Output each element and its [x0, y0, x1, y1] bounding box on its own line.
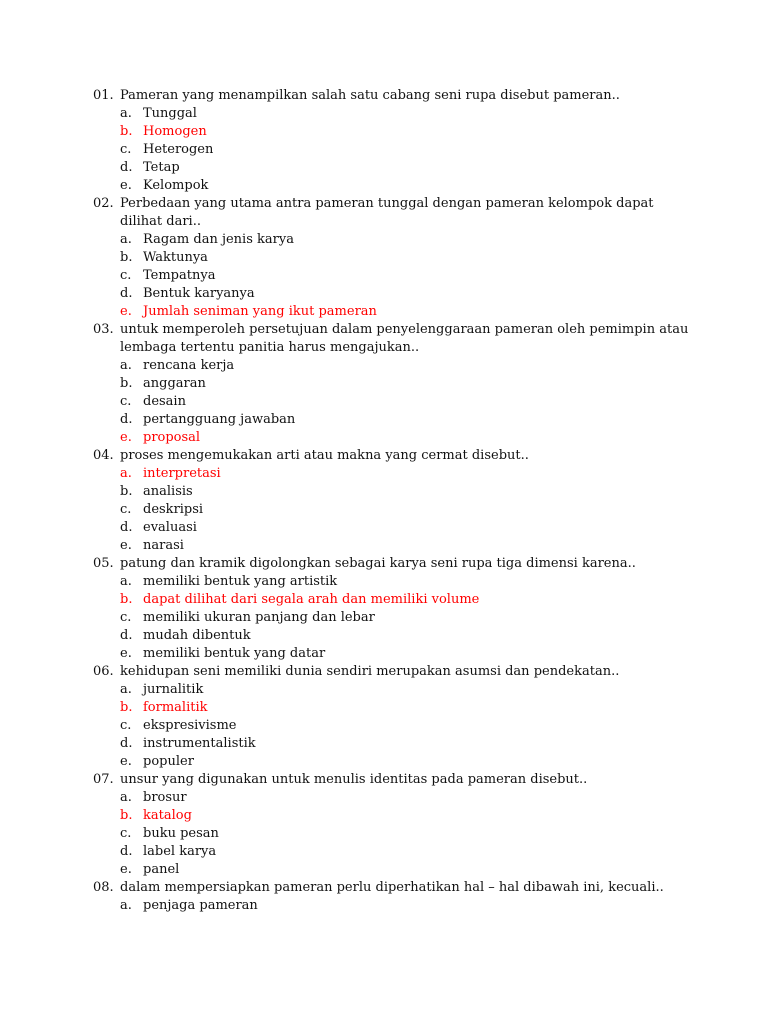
question-5: [93, 555, 693, 663]
question-3-option-1: [93, 357, 693, 375]
option-list: [120, 105, 693, 195]
question-6-option-4: [93, 735, 693, 753]
question-2-option-2: [93, 249, 693, 267]
question-4-option-3: [93, 501, 693, 519]
option-text: proposal: [143, 430, 201, 445]
question-text: patung dan kramik digolongkan sebagai karya seni rupa tiga dimensi karena..: [120, 556, 636, 571]
question-6: [93, 663, 693, 771]
question-2-option-3: [93, 267, 693, 285]
question-5-option-4: [93, 627, 693, 645]
question-1-option-4: [93, 159, 693, 177]
option-letter: b.: [120, 592, 133, 607]
option-letter: b.: [120, 484, 133, 499]
option-text: narasi: [143, 538, 184, 553]
question-7-option-2: [93, 807, 693, 825]
option-letter: a.: [120, 358, 132, 373]
option-text: Waktunya: [143, 250, 208, 265]
question-number: 01.: [93, 88, 114, 103]
question-3-option-2: [93, 375, 693, 393]
option-text: instrumentalistik: [143, 736, 256, 751]
question-text: unsur yang digunakan untuk menulis identitas pada pameran disebut..: [120, 772, 588, 787]
question-8: [93, 879, 693, 915]
option-letter: b.: [120, 124, 133, 139]
option-text: memiliki ukuran panjang dan lebar: [143, 610, 375, 625]
option-letter: d.: [120, 736, 133, 751]
question-5-option-3: [93, 609, 693, 627]
option-text: analisis: [143, 484, 193, 499]
question-6-option-3: [93, 717, 693, 735]
option-text: Jumlah seniman yang ikut pameran: [143, 304, 377, 319]
question-number: 05.: [93, 556, 114, 571]
question-3-option-5: [93, 429, 693, 447]
option-letter: c.: [120, 826, 132, 841]
question-text: Perbedaan yang utama antra pameran tunggal dengan pameran kelompok dapat dilihat dari..: [120, 196, 654, 229]
question-number: 04.: [93, 448, 114, 463]
question-2-option-5: [93, 303, 693, 321]
question-4-option-5: [93, 537, 693, 555]
option-letter: b.: [120, 808, 133, 823]
question-3-option-4: [93, 411, 693, 429]
question-text: proses mengemukakan arti atau makna yang cermat disebut..: [120, 448, 529, 463]
option-text: Ragam dan jenis karya: [143, 232, 294, 247]
question-6-option-1: [93, 681, 693, 699]
option-text: buku pesan: [143, 826, 219, 841]
question-7: [93, 771, 693, 879]
option-text: brosur: [143, 790, 187, 805]
option-text: memiliki bentuk yang artistik: [143, 574, 338, 589]
option-letter: d.: [120, 628, 133, 643]
question-6-option-5: [93, 753, 693, 771]
option-list: [120, 465, 693, 555]
option-text: mudah dibentuk: [143, 628, 251, 643]
option-letter: e.: [120, 304, 132, 319]
option-list: [120, 573, 693, 663]
question-7-option-1: [93, 789, 693, 807]
option-text: Homogen: [143, 124, 207, 139]
option-list: [120, 357, 693, 447]
option-text: Tetap: [143, 160, 180, 175]
option-text: memiliki bentuk yang datar: [143, 646, 326, 661]
question-number: 07.: [93, 772, 114, 787]
option-letter: a.: [120, 682, 132, 697]
option-letter: e.: [120, 538, 132, 553]
option-letter: e.: [120, 646, 132, 661]
option-text: Heterogen: [143, 142, 214, 157]
option-text: evaluasi: [143, 520, 197, 535]
option-text: Bentuk karyanya: [143, 286, 255, 301]
question-text: dalam mempersiapkan pameran perlu diperhatikan hal – hal dibawah ini, kecuali..: [120, 880, 664, 895]
option-text: formalitik: [143, 700, 208, 715]
question-5-option-5: [93, 645, 693, 663]
option-text: penjaga pameran: [143, 898, 258, 913]
question-1-option-5: [93, 177, 693, 195]
option-letter: b.: [120, 376, 133, 391]
option-list: [120, 789, 693, 879]
option-text: populer: [143, 754, 194, 769]
question-text: kehidupan seni memiliki dunia sendiri merupakan asumsi dan pendekatan..: [120, 664, 620, 679]
option-text: dapat dilihat dari segala arah dan memiliki volume: [143, 592, 480, 607]
question-4-option-1: [93, 465, 693, 483]
option-text: panel: [143, 862, 180, 877]
option-text: pertangguang jawaban: [143, 412, 296, 427]
option-text: rencana kerja: [143, 358, 235, 373]
option-letter: e.: [120, 862, 132, 877]
question-8-option-1: [93, 897, 693, 915]
question-4-option-4: [93, 519, 693, 537]
option-letter: d.: [120, 412, 133, 427]
question-text: untuk memperoleh persetujuan dalam penyelenggaraan pameran oleh pemimpin atau lembaga tertentu panitia harus mengajukan..: [120, 322, 689, 355]
option-letter: a.: [120, 106, 132, 121]
option-letter: d.: [120, 286, 133, 301]
option-list: [120, 231, 693, 321]
option-text: Kelompok: [143, 178, 209, 193]
option-letter: a.: [120, 574, 132, 589]
option-text: ekspresivisme: [143, 718, 237, 733]
option-letter: a.: [120, 466, 132, 481]
question-7-option-4: [93, 843, 693, 861]
question-5-option-1: [93, 573, 693, 591]
option-letter: a.: [120, 898, 132, 913]
question-2-option-4: [93, 285, 693, 303]
option-list: [120, 897, 693, 915]
question-4: [93, 447, 693, 555]
option-text: desain: [143, 394, 186, 409]
option-letter: e.: [120, 754, 132, 769]
question-number: 06.: [93, 664, 114, 679]
question-number: 02.: [93, 196, 114, 211]
option-letter: c.: [120, 268, 132, 283]
question-2: [93, 195, 693, 321]
option-text: anggaran: [143, 376, 206, 391]
option-letter: e.: [120, 178, 132, 193]
option-letter: d.: [120, 520, 133, 535]
option-text: Tunggal: [143, 106, 197, 121]
question-text: Pameran yang menampilkan salah satu cabang seni rupa disebut pameran..: [120, 88, 620, 103]
option-letter: c.: [120, 502, 132, 517]
question-1-option-3: [93, 141, 693, 159]
question-number: 08.: [93, 880, 114, 895]
question-2-option-1: [93, 231, 693, 249]
quiz-list: [93, 87, 693, 915]
option-letter: a.: [120, 232, 132, 247]
option-letter: c.: [120, 718, 132, 733]
question-number: 03.: [93, 322, 114, 337]
question-7-option-5: [93, 861, 693, 879]
question-7-option-3: [93, 825, 693, 843]
option-letter: d.: [120, 844, 133, 859]
question-4-option-2: [93, 483, 693, 501]
option-text: jurnalitik: [143, 682, 204, 697]
option-letter: c.: [120, 142, 132, 157]
option-text: label karya: [143, 844, 217, 859]
option-text: katalog: [143, 808, 192, 823]
question-1-option-1: [93, 105, 693, 123]
option-text: deskripsi: [143, 502, 204, 517]
option-letter: b.: [120, 250, 133, 265]
question-6-option-2: [93, 699, 693, 717]
option-letter: d.: [120, 160, 133, 175]
option-letter: c.: [120, 610, 132, 625]
question-1-option-2: [93, 123, 693, 141]
option-text: Tempatnya: [143, 268, 216, 283]
option-letter: e.: [120, 430, 132, 445]
option-letter: b.: [120, 700, 133, 715]
option-letter: a.: [120, 790, 132, 805]
option-letter: c.: [120, 394, 132, 409]
question-3: [93, 321, 693, 447]
question-5-option-2: [93, 591, 693, 609]
option-text: interpretasi: [143, 466, 221, 481]
question-1: [93, 87, 693, 195]
question-3-option-3: [93, 393, 693, 411]
option-list: [120, 681, 693, 771]
